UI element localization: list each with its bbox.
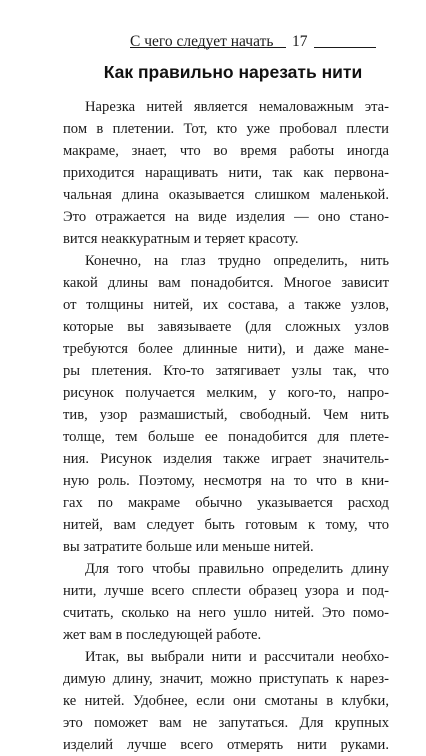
- text-line: ную роль. Поэтому, несмотря на то что в кни-: [63, 473, 389, 489]
- text-line: ке нитей. Удобнее, если они смотаны в клубки,: [63, 693, 389, 709]
- text-line: ния. Рисунок изделия также играет значитель-: [63, 451, 389, 467]
- text-line: это поможет вам не запутаться. Для крупных: [63, 715, 389, 731]
- text-line: вится неаккуратным и теряет красоту.: [63, 231, 299, 247]
- text-line: Для того чтобы правильно определить длину: [85, 561, 389, 577]
- text-line: нитей, вам следует быть готовым к тому, что: [63, 517, 389, 533]
- text-line: димую длину, значит, можно приступать к нарез-: [63, 671, 389, 687]
- running-head: [130, 32, 376, 52]
- text-line: пом в плетении. Тот, кто уже пробовал плести: [63, 121, 389, 137]
- text-line: гах по макраме обычно указывается расход: [63, 495, 389, 511]
- body-text: [63, 96, 389, 756]
- running-title: С чего следует начать: [130, 33, 274, 50]
- text-line: рисунок получается мелким, у кого-то, напро-: [63, 385, 389, 401]
- text-line: считать, сколько на него ушло нитей. Это помо-: [63, 605, 389, 621]
- text-line: ры плетения. Кто-то затягивает узлы так, что: [63, 363, 389, 379]
- text-line: жет вам в последующей работе.: [63, 627, 262, 643]
- text-line: которые вы завязываете (для сложных узлов: [63, 319, 389, 335]
- section-heading: Как правильно нарезать нити: [103, 62, 363, 82]
- text-line: вы затратите больше или меньше нитей.: [63, 539, 314, 555]
- text-line: от толщины нитей, их состава, а также узлов,: [63, 297, 389, 313]
- text-line: нити, лучше всего сплести образец узора и под-: [63, 583, 389, 599]
- text-line: тив, узор размашистый, свободный. Чем нить: [63, 407, 389, 423]
- text-line: Это отражается на виде изделия — оно стано-: [63, 209, 389, 225]
- text-line: изделий лучше всего отмерять нити руками.: [63, 737, 389, 753]
- text-line: Конечно, на глаз трудно определить, нить: [85, 253, 389, 269]
- page-number: 17: [286, 32, 314, 52]
- text-line: приходится наращивать нити, так как первона-: [63, 165, 389, 181]
- text-line: какой длины вам понадобится. Многое зависит: [63, 275, 389, 291]
- text-line: макраме, знает, что во время работы иногда: [63, 143, 389, 159]
- header-rule: [130, 47, 376, 48]
- text-line: Нарезка нитей является немаловажным эта-: [85, 99, 389, 115]
- text-line: Итак, вы выбрали нити и рассчитали необхо-: [85, 649, 389, 665]
- text-line: требуются более длинные нити), и даже мане-: [63, 341, 389, 357]
- text-line: толще, тем больше ее понадобится для плете-: [63, 429, 389, 445]
- text-line: чальная длина оказывается слишком маленькой.: [63, 187, 389, 203]
